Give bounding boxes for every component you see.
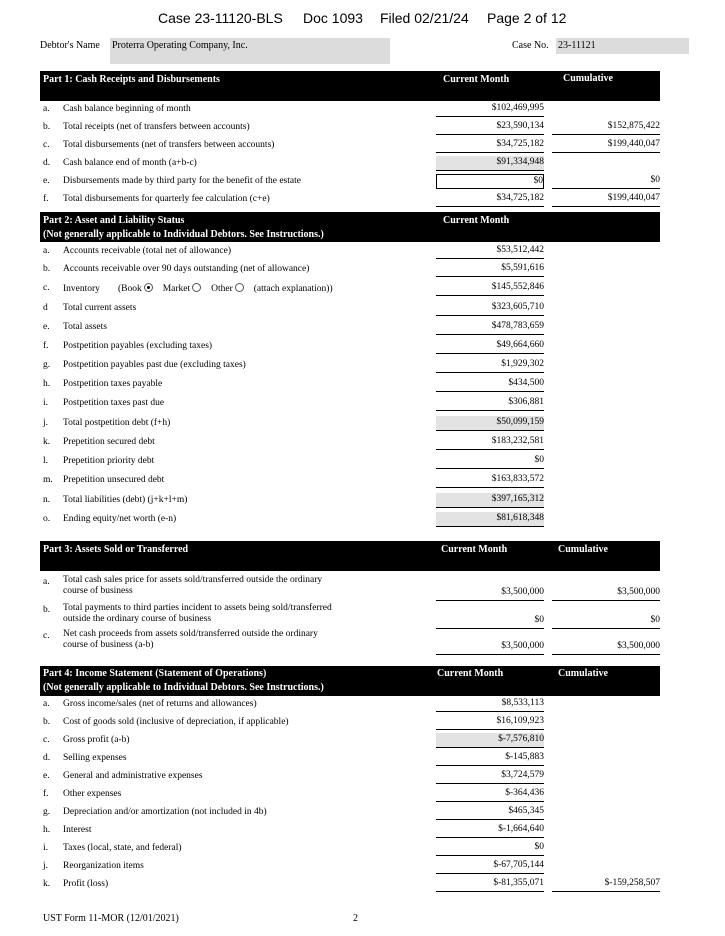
current-month-field[interactable]: $323,605,710 [436, 301, 544, 316]
row-letter: h. [43, 379, 51, 389]
part3-col-current: Current Month [441, 544, 508, 555]
other-radio[interactable] [235, 283, 244, 292]
current-month-field[interactable]: $91,334,948 [436, 156, 544, 171]
cumulative-field[interactable]: $3,500,000 [552, 640, 660, 655]
row-label-line1: Total payments to third parties incident to assets being sold/transferred [63, 603, 332, 613]
cumulative-field[interactable]: $199,440,047 [552, 138, 660, 153]
row-label: Postpetition payables (excluding taxes) [63, 341, 213, 351]
row-letter: f. [43, 194, 49, 204]
debtor-name-label: Debtor's Name [40, 40, 100, 51]
row-letter: m. [43, 475, 53, 485]
row-label: Prepetition priority debt [63, 456, 155, 466]
current-month-field[interactable]: $53,512,442 [436, 244, 544, 259]
row-label: Accounts receivable over 90 days outstanding (net of allowance) [63, 264, 310, 274]
part4-col-cumulative: Cumulative [558, 668, 608, 679]
row-letter: b. [43, 264, 51, 274]
current-month-field[interactable]: $465,345 [436, 805, 544, 820]
part3-header [40, 541, 660, 571]
page-indicator: Page 2 of 12 [487, 10, 567, 26]
row-letter: c. [43, 283, 50, 293]
row-letter: i. [43, 398, 49, 408]
current-month-field[interactable]: $81,618,348 [436, 512, 544, 527]
current-month-field[interactable]: $434,500 [436, 377, 544, 392]
current-month-field[interactable]: $397,165,312 [436, 493, 544, 508]
row-letter: d [43, 303, 48, 313]
row-letter: a. [43, 699, 50, 709]
row-label: Cash balance end of month (a+b-c) [63, 158, 197, 168]
row-letter: e. [43, 322, 50, 332]
part2-subtitle: (Not generally applicable to Individual Debtors. See Instructions.) [43, 229, 324, 240]
row-letter: f. [43, 341, 49, 351]
row-letter: d. [43, 753, 51, 763]
current-month-field[interactable]: $34,725,182 [436, 192, 544, 207]
row-label: Postpetition taxes past due [63, 398, 165, 408]
market-radio[interactable] [192, 283, 201, 292]
row-letter: h. [43, 825, 51, 835]
other-option-label: Other [211, 284, 233, 294]
row-label: Total disbursements for quarterly fee calculation (c+e) [63, 194, 270, 204]
row-label-line1: Total cash sales price for assets sold/transferred outside the ordinary [63, 575, 323, 585]
row-label: Reorganization items [63, 861, 144, 871]
case-no-value: 23-11121 [558, 40, 596, 51]
row-label: Depreciation and/or amortization (not included in 4b) [63, 807, 267, 817]
inventory-row [63, 283, 333, 294]
doc-number: Doc 1093 [303, 10, 363, 26]
filed-date: Filed 02/21/24 [380, 10, 469, 26]
current-month-field[interactable]: $102,469,995 [436, 102, 544, 117]
row-letter: k. [43, 879, 51, 889]
current-month-field[interactable]: $34,725,182 [436, 138, 544, 153]
current-month-field[interactable]: $-145,883 [436, 751, 544, 766]
current-month-field[interactable]: $163,833,572 [436, 473, 544, 488]
row-letter: b. [43, 605, 51, 615]
part2-col-current: Current Month [443, 215, 510, 226]
current-month-field[interactable]: $478,783,659 [436, 320, 544, 335]
current-month-field[interactable]: $0 [436, 841, 544, 856]
row-label: Total liabilities (debt) (j+k+l+m) [63, 495, 188, 505]
row-label: Total assets [63, 322, 107, 332]
current-month-field[interactable]: $3,500,000 [436, 586, 544, 601]
row-letter: a. [43, 104, 50, 114]
current-month-field[interactable]: $5,591,616 [436, 262, 544, 277]
row-letter: l. [43, 456, 49, 466]
row-letter: c. [43, 631, 50, 641]
case-no-label: Case No. [512, 40, 549, 51]
debtor-name-value: Proterra Operating Company, Inc. [112, 40, 248, 51]
current-month-field[interactable]: $16,109,923 [436, 715, 544, 730]
part3-col-cumulative: Cumulative [558, 544, 608, 555]
row-label: Ending equity/net worth (e-n) [63, 514, 177, 524]
row-letter: a. [43, 577, 50, 587]
row-label: Prepetition secured debt [63, 437, 155, 447]
row-letter: g. [43, 807, 51, 817]
row-letter: e. [43, 176, 50, 186]
row-letter: b. [43, 717, 51, 727]
row-letter: j. [43, 418, 49, 428]
row-letter: i. [43, 843, 49, 853]
part3-title: Part 3: Assets Sold or Transferred [43, 544, 189, 555]
row-label: Disbursements made by third party for the benefit of the estate [63, 176, 301, 186]
current-month-field[interactable]: $3,724,579 [436, 769, 544, 784]
row-label: Total receipts (net of transfers between accounts) [63, 122, 250, 132]
row-label: Total postpetition debt (f+h) [63, 418, 171, 428]
row-letter: c. [43, 140, 50, 150]
current-month-field[interactable]: $0 [436, 174, 544, 189]
row-label-line1: Net cash proceeds from assets sold/transferred outside the ordinary [63, 629, 318, 639]
current-month-field[interactable]: $8,533,113 [436, 697, 544, 712]
row-label-line2: course of business (a-b) [63, 640, 154, 650]
row-letter: b. [43, 122, 51, 132]
row-label: Prepetition unsecured debt [63, 475, 165, 485]
cumulative-field[interactable]: $0 [552, 174, 660, 189]
current-month-field[interactable]: $50,099,159 [436, 416, 544, 431]
current-month-field[interactable]: $0 [436, 454, 544, 469]
row-label: Taxes (local, state, and federal) [63, 843, 182, 853]
book-radio[interactable] [144, 283, 153, 292]
part4-subtitle: (Not generally applicable to Individual Debtors. See Instructions.) [43, 682, 324, 693]
row-letter: a. [43, 246, 50, 256]
current-month-field[interactable]: $-81,355,071 [436, 877, 544, 892]
row-label: Accounts receivable (total net of allowance) [63, 246, 232, 256]
row-label-line2: course of business [63, 586, 133, 596]
cumulative-field[interactable]: $152,875,422 [552, 120, 660, 135]
row-letter: j. [43, 861, 49, 871]
part4-title: Part 4: Income Statement (Statement of Operations) [43, 668, 267, 679]
row-label: Interest [63, 825, 92, 835]
cumulative-field[interactable]: $199,440,047 [552, 192, 660, 207]
row-label: Postpetition taxes payable [63, 379, 163, 389]
book-option-label: (Book [117, 284, 142, 294]
current-month-field[interactable]: $-1,664,640 [436, 823, 544, 838]
row-letter: k. [43, 437, 51, 447]
row-letter: f. [43, 789, 49, 799]
page-number: 2 [353, 913, 358, 924]
row-letter: n. [43, 495, 51, 505]
row-label: Selling expenses [63, 753, 127, 763]
inventory-label: Inventory [63, 284, 100, 294]
row-label: Gross income/sales (net of returns and allowances) [63, 699, 257, 709]
row-label: Postpetition payables past due (excluding taxes) [63, 360, 246, 370]
case-number: Case 23-11120-BLS [158, 10, 283, 26]
cumulative-field[interactable]: $0 [552, 614, 660, 629]
current-month-field[interactable]: $-67,705,144 [436, 859, 544, 874]
row-label: Total disbursements (net of transfers between accounts) [63, 140, 275, 150]
row-letter: d. [43, 158, 51, 168]
current-month-field[interactable]: $-7,576,810 [436, 733, 544, 748]
row-letter: e. [43, 771, 50, 781]
current-month-field[interactable]: $183,232,581 [436, 435, 544, 450]
row-label: Total current assets [63, 303, 137, 313]
current-month-field[interactable]: $49,664,660 [436, 339, 544, 354]
current-month-field[interactable]: $0 [436, 614, 544, 629]
part1-col-current: Current Month [443, 74, 510, 85]
part4-col-current: Current Month [437, 668, 504, 679]
part1-title: Part 1: Cash Receipts and Disbursements [43, 74, 220, 85]
current-month-field[interactable]: $3,500,000 [436, 640, 544, 655]
row-letter: o. [43, 514, 51, 524]
row-label: Cash balance beginning of month [63, 104, 191, 114]
row-label: General and administrative expenses [63, 771, 203, 781]
part2-title: Part 2: Asset and Liability Status [43, 215, 185, 226]
row-label: Other expenses [63, 789, 122, 799]
current-month-field[interactable]: $23,590,134 [436, 120, 544, 135]
row-letter: c. [43, 735, 50, 745]
current-month-field[interactable]: $306,881 [436, 396, 544, 411]
current-month-field[interactable]: $1,929,302 [436, 358, 544, 373]
row-label: Profit (loss) [63, 879, 109, 889]
attach-explanation-note: (attach explanation)) [253, 284, 333, 294]
market-option-label: Market [162, 284, 191, 294]
form-footer: UST Form 11-MOR (12/01/2021) [43, 913, 179, 924]
part2-header [40, 212, 660, 242]
row-letter: g. [43, 360, 51, 370]
current-month-field[interactable]: $-364,436 [436, 787, 544, 802]
cumulative-field[interactable]: $-159,258,507 [552, 877, 660, 892]
part1-header [40, 71, 660, 101]
current-month-field[interactable]: $145,552,846 [436, 281, 544, 296]
row-label: Cost of goods sold (inclusive of depreciation, if applicable) [63, 717, 289, 727]
part1-col-cumulative: Cumulative [563, 73, 613, 84]
cumulative-field[interactable]: $3,500,000 [552, 586, 660, 601]
row-label-line2: outside the ordinary course of business [63, 614, 212, 624]
row-label: Gross profit (a-b) [63, 735, 130, 745]
part4-header [40, 666, 660, 696]
